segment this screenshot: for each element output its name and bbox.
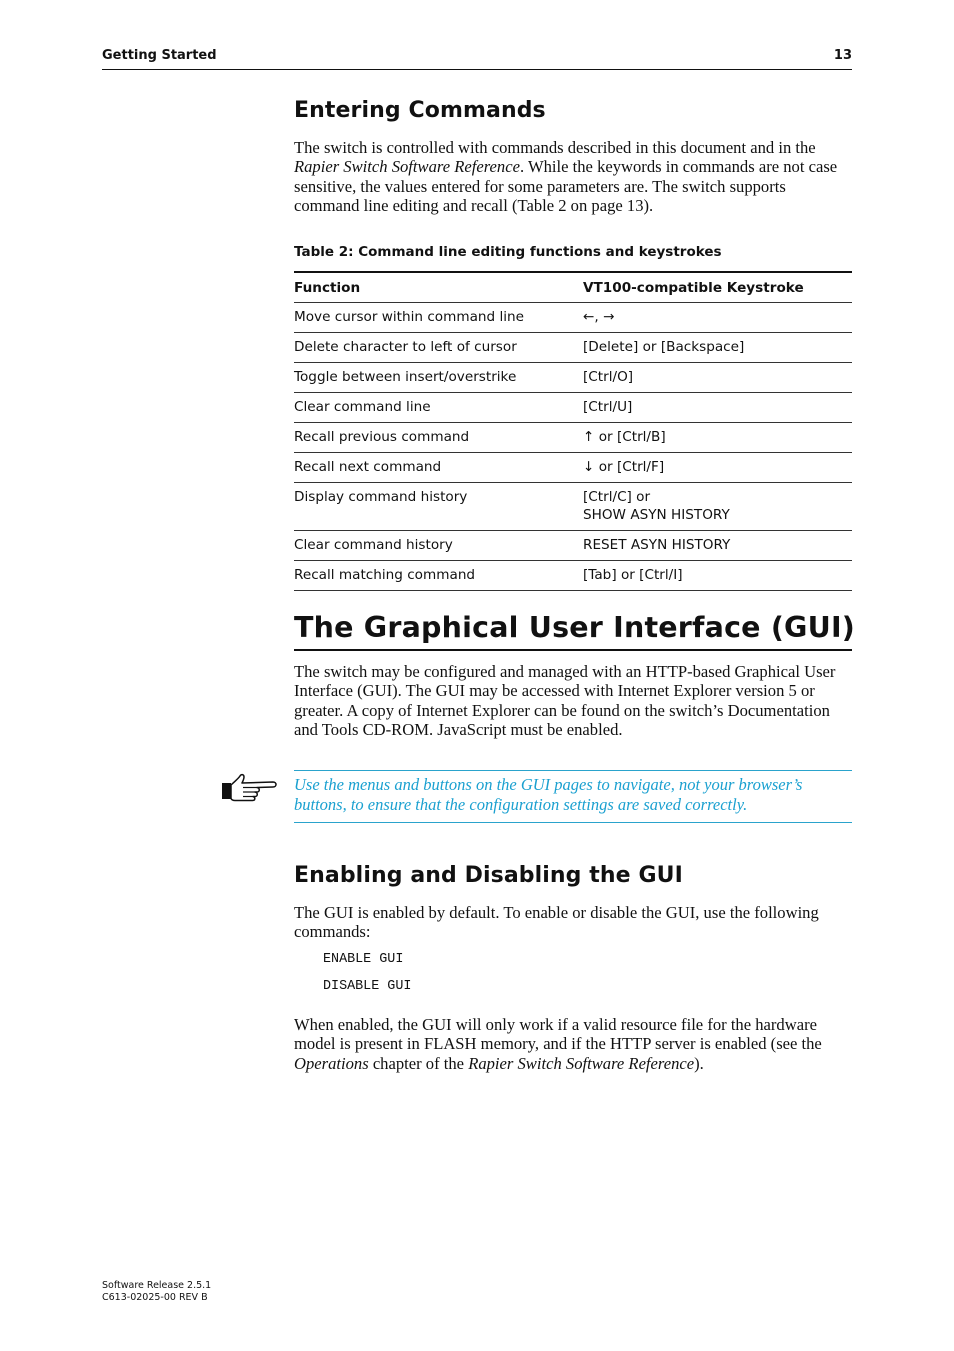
note-text: Use the menus and buttons on the GUI pages to navigate, not your browser’s buttons, to ensure that the configuration settings are saved correctly. [294,775,803,814]
table-row [294,453,852,483]
cell-keystroke [583,531,852,561]
entering-commands-text: The switch is controlled with commands described in this document and in the Rapier Switch Software Reference. While the keywords in commands are not case sensitive, the values entered for some parameters are. The switch supports command line editing and recall (Table 2 on page 13). [294,138,838,215]
cell-function: Recall previous command [294,423,583,453]
table-row [294,561,852,591]
keystroke-line: SHOW ASYN HISTORY [583,507,730,523]
cell-function: Toggle between insert/overstrike [294,363,583,393]
table-header-row [294,272,852,303]
cell-function: Display command history [294,483,583,531]
keystroke-line: [Delete] or [Backspace] [583,339,745,355]
pointing-hand-icon [221,770,279,802]
command-enable-gui: ENABLE GUI [323,952,404,967]
cell-keystroke [583,423,852,453]
page-number: 13 [833,48,852,63]
command-disable-gui: DISABLE GUI [323,979,412,994]
table-row [294,333,852,363]
table-row [294,531,852,561]
heading-entering-commands: Entering Commands [294,98,546,123]
keystroke-line: RESET ASYN HISTORY [583,537,731,553]
table-row [294,483,852,531]
keystroke-line: [Ctrl/C] or [583,489,651,505]
keystroke-line: [Tab] or [Ctrl/I] [583,567,683,583]
cell-function: Recall matching command [294,561,583,591]
cell-keystroke [583,363,852,393]
table-row [294,393,852,423]
cell-keystroke [583,483,852,531]
cell-function: Clear command history [294,531,583,561]
enabling-intro-paragraph [294,903,854,942]
command-editing-table [294,271,852,591]
table-row [294,423,852,453]
cell-keystroke [583,453,852,483]
cell-keystroke [583,333,852,363]
cell-keystroke [583,303,852,333]
table-row [294,303,852,333]
table-body [294,303,852,591]
note-box [294,770,852,823]
italic-run: Rapier Switch Software Reference [468,1053,695,1073]
keystroke-line: ←, → [583,309,615,325]
italic-run: Rapier Switch Software Reference [294,157,520,177]
cell-keystroke [583,393,852,423]
enabling-intro-text: The GUI is enabled by default. To enable or disable the GUI, use the following commands: [294,903,819,942]
cell-function: Move cursor within command line [294,303,583,333]
italic-run: Operations [294,1053,369,1073]
heading-enabling-gui: Enabling and Disabling the GUI [294,863,683,888]
keystroke-line: ↑ or [Ctrl/B] [583,429,666,445]
footer-release: Software Release 2.5.1 [102,1280,212,1291]
page-footer [102,1280,211,1304]
table-row [294,363,852,393]
enabling-outro-paragraph [294,1015,854,1073]
entering-commands-paragraph [294,138,854,215]
keystroke-line: [Ctrl/U] [583,399,633,415]
heading-gui: The Graphical User Interface (GUI) [294,611,856,644]
cell-function: Delete character to left of cursor [294,333,583,363]
cell-keystroke [583,561,852,591]
keystroke-line: ↓ or [Ctrl/F] [583,459,665,475]
column-header-function: Function [294,272,583,303]
cell-function: Clear command line [294,393,583,423]
cell-function: Recall next command [294,453,583,483]
gui-paragraph [294,662,854,739]
footer-doc-id: C613-02025-00 REV B [102,1292,208,1303]
enabling-outro-text: When enabled, the GUI will only work if a valid resource file for the hardware model is present in FLASH memory, and if the HTTP server is enabled (see the Operations chapter of the Rapier Switch Software Reference). [294,1015,822,1073]
table-caption: Table 2: Command line editing functions and keystrokes [294,244,722,260]
keystroke-line: [Ctrl/O] [583,369,634,385]
running-header [102,48,852,70]
header-section-title: Getting Started [102,48,217,63]
gui-text: The switch may be configured and managed with an HTTP-based Graphical User Interface (GUI). The GUI may be accessed with Internet Explorer version 5 or greater. A copy of Internet Explorer can be found on the switch’s Documentation and Tools CD-ROM. JavaScript must be enabled. [294,662,836,739]
column-header-keystroke: VT100-compatible Keystroke [583,272,852,303]
heading-rule [294,649,852,651]
